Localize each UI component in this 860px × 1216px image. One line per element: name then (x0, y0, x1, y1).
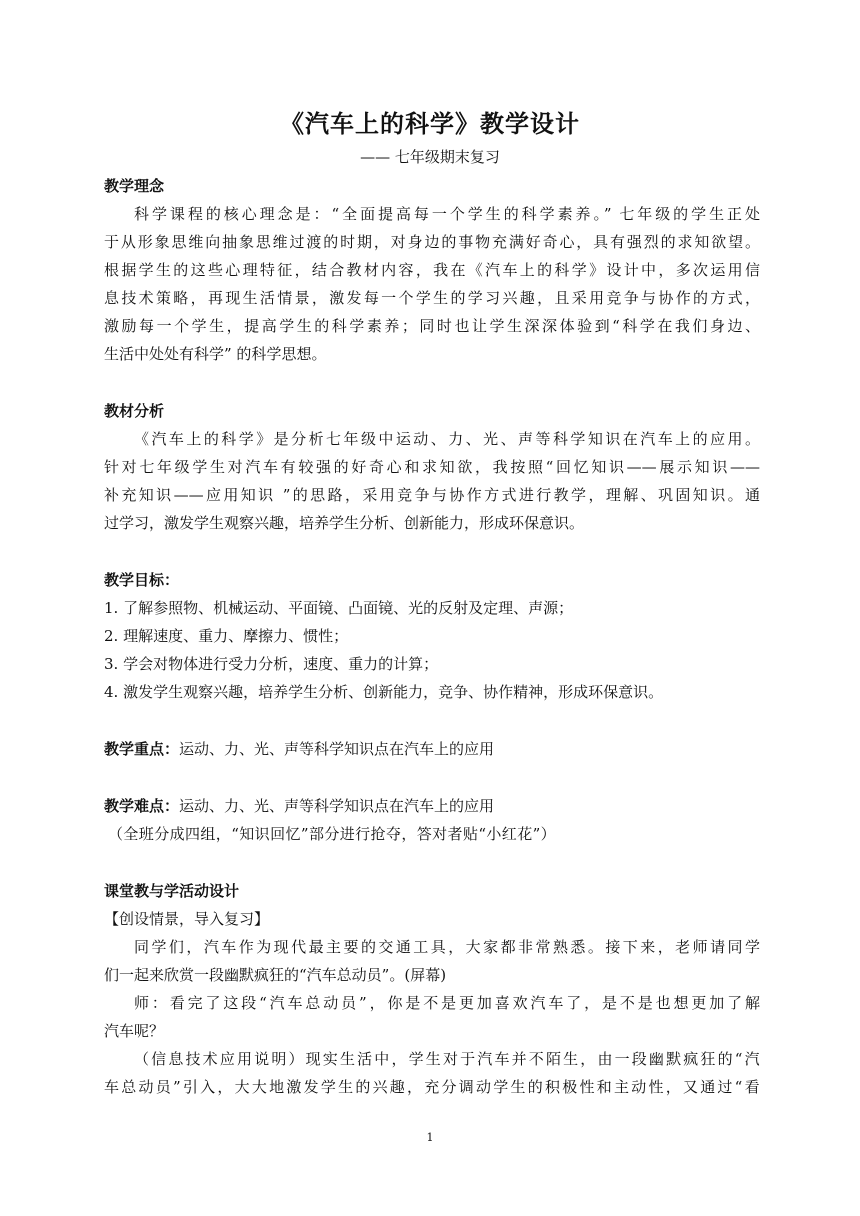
paragraph-line: 同学们，汽车作为现代最主要的交通工具，大家都非常熟悉。接下来，老师请同学 (134, 938, 760, 956)
page-number: 1 (426, 1131, 434, 1144)
paragraph-line: （信息技术应用说明）现实生活中，学生对于汽车并不陌生，由一段幽默疯狂的“汽 (134, 1050, 760, 1068)
paragraph-line: 于从形象思维向抽象思维过渡的时期，对身边的事物充满好奇心，具有强烈的求知欲望。 (104, 233, 760, 251)
section-heading-philosophy: 教学理念 (104, 177, 165, 195)
paragraph-line: 车总动员”引入，大大地激发学生的兴趣，充分调动学生的积极性和主动性，又通过“看 (104, 1078, 760, 1096)
paragraph-line: 补充知识——应用知识 ”的思路，采用竞争与协作方式进行教学，理解、巩固知识。通 (104, 486, 760, 504)
goal-item: 4. 激发学生观察兴趣，培养学生分析、创新能力，竞争、协作精神，形成环保意识。 (104, 683, 664, 701)
paragraph-line: 针对七年级学生对汽车有较强的好奇心和求知欲，我按照“回忆知识——展示知识—— (104, 458, 760, 476)
document-subtitle: —— 七年级期末复习 (360, 148, 500, 166)
paragraph-line: 《汽车上的科学》是分析七年级中运动、力、光、声等科学知识在汽车上的应用。 (134, 430, 760, 448)
paragraph-line: 师：看完了这段“汽车总动员”，你是不是更加喜欢汽车了，是不是也想更加了解 (134, 994, 760, 1012)
difficulty-text: 运动、力、光、声等科学知识点在汽车上的应用 (179, 797, 495, 815)
goal-item: 1. 了解参照物、机械运动、平面镜、凸面镜、光的反射及定理、声源； (104, 599, 574, 617)
document-title: 《汽车上的科学》教学设计 (280, 110, 580, 138)
paragraph-line: 激励每一个学生，提高学生的科学素养；同时也让学生深深体验到“科学在我们身边、 (104, 317, 760, 335)
key-point-text: 运动、力、光、声等科学知识点在汽车上的应用 (179, 740, 495, 758)
paragraph-line: 生活中处处有科学” 的科学思想。 (104, 345, 327, 363)
activity-subheading: 【创设情景，导入复习】 (104, 910, 270, 928)
paragraph-line: 根据学生的这些心理特征，结合教材内容，我在《汽车上的科学》设计中，多次运用信 (104, 261, 760, 279)
difficulty-line (104, 795, 760, 817)
difficulty-label: 教学难点： (104, 797, 180, 815)
paragraph-line: 息技术策略，再现生活情景，激发每一个学生的学习兴趣，且采用竞争与协作的方式， (104, 289, 760, 307)
key-point-line (104, 738, 760, 760)
section-heading-activity: 课堂教与学活动设计 (104, 882, 240, 900)
section-heading-analysis: 教材分析 (104, 402, 165, 420)
paragraph-line: 过学习，激发学生观察兴趣，培养学生分析、创新能力，形成环保意识。 (104, 514, 585, 532)
paragraph-line: 科学课程的核心理念是：“全面提高每一个学生的科学素养。” 七年级的学生正处 (134, 205, 760, 223)
paragraph-line: 们一起来欣赏一段幽默疯狂的“汽车总动员”。(屏幕) (104, 966, 447, 984)
key-point-label: 教学重点： (104, 740, 180, 758)
difficulty-note: （全班分成四组，“知识回忆”部分进行抢夺，答对者贴“小红花”） (108, 825, 557, 843)
paragraph-line: 汽车呢？ (104, 1022, 165, 1040)
section-heading-goals: 教学目标： (104, 571, 180, 589)
goal-item: 2. 理解速度、重力、摩擦力、惯性； (104, 627, 349, 645)
goal-item: 3. 学会对物体进行受力分析，速度、重力的计算； (104, 655, 439, 673)
